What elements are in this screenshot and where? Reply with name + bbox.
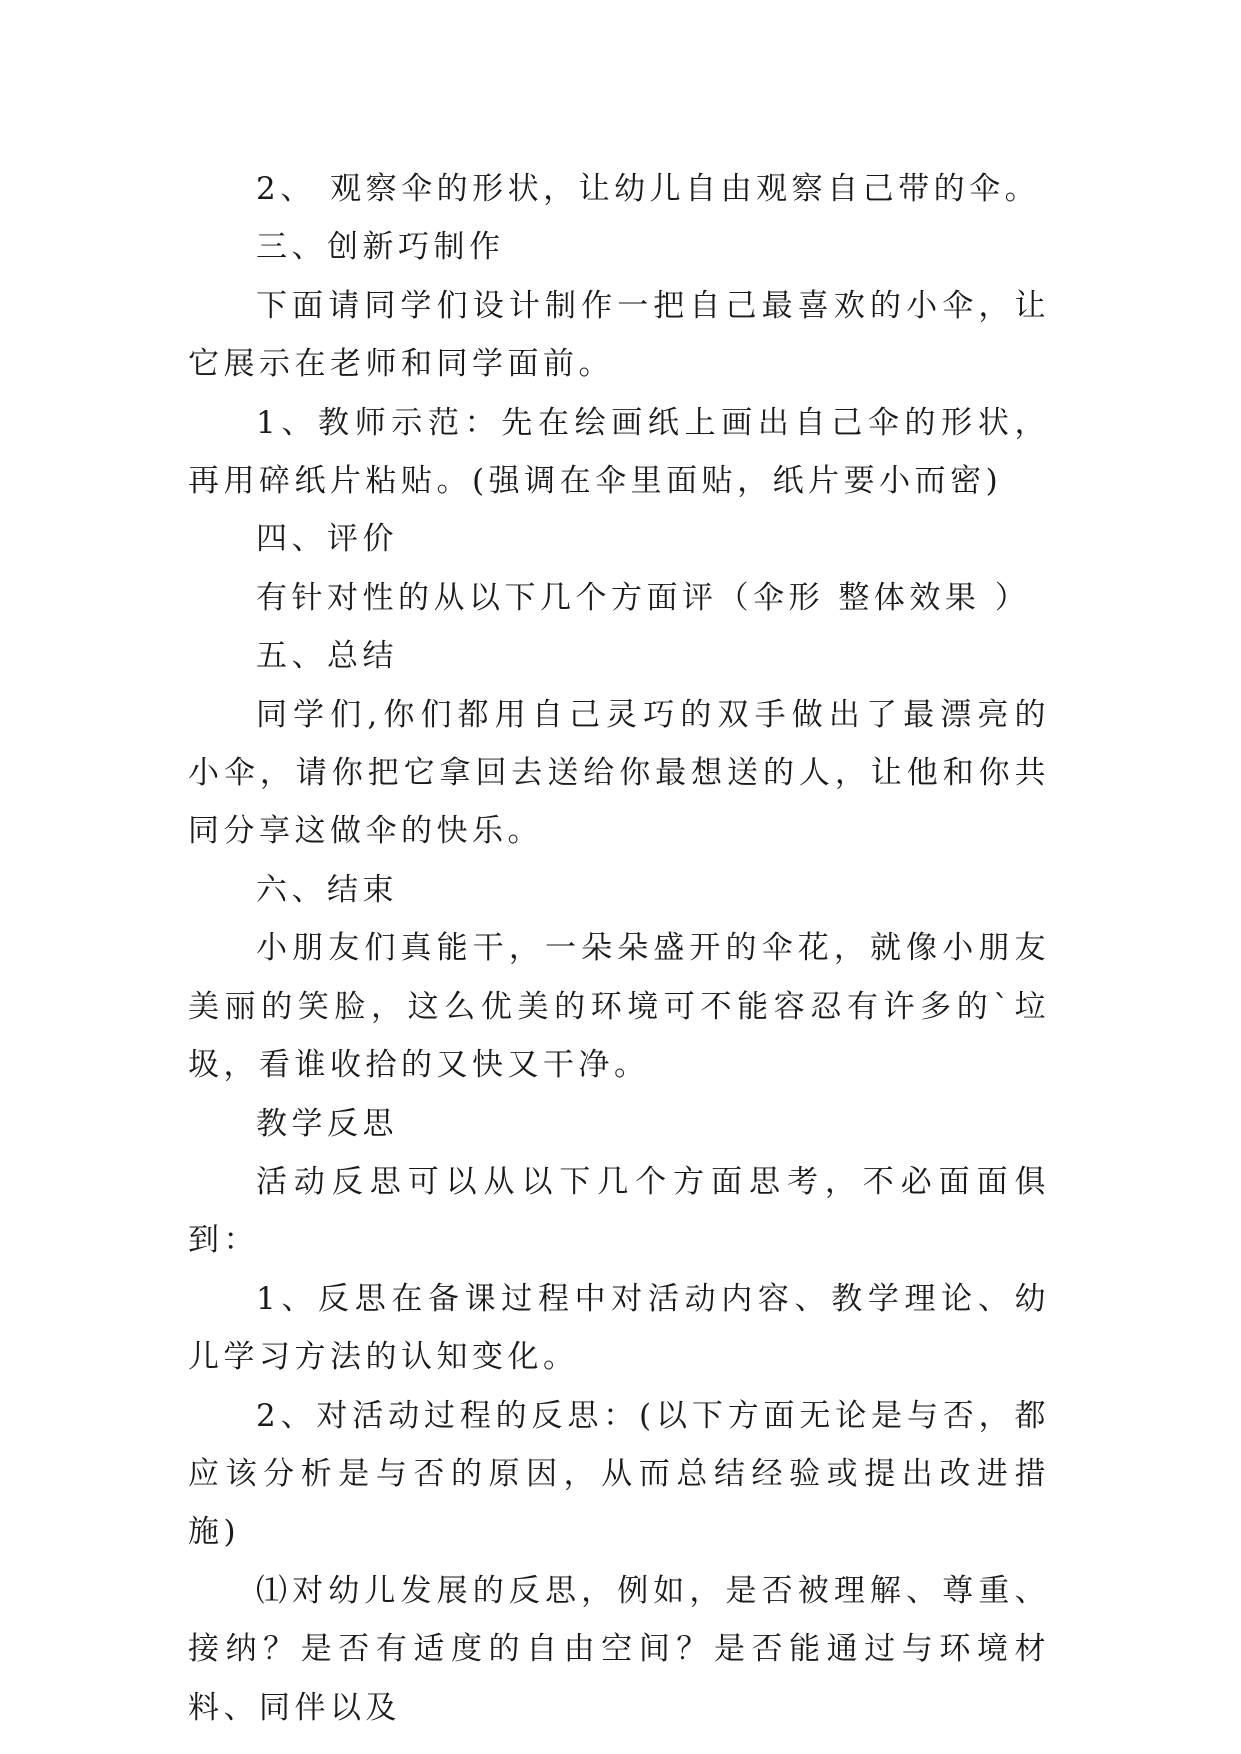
paragraph-reflection-2: 2、对活动过程的反思：(以下方面无论是与否，都应该分析是与否的原因，从而总结经验或提出改进措施) [188,1397,1050,1551]
paragraph-design-instruction: 下面请同学们设计制作一把自己最喜欢的小伞，让它展示在老师和同学面前。 [188,287,1050,383]
document-body [188,160,1050,1737]
heading-section-5: 五、总结 [256,638,398,675]
paragraph-summary: 同学们,你们都用自己灵巧的双手做出了最漂亮的小伞，请你把它拿回去送给你最想送的人，让他和你共同分享这做伞的快乐。 [188,696,1050,850]
heading-section-3: 三、创新巧制作 [256,229,505,266]
paragraph-evaluation: 有针对性的从以下几个方面评（伞形 整体效果 ） [256,579,1031,616]
heading-section-6: 六、结束 [256,871,398,908]
paragraph-ending: 小朋友们真能干，一朵朵盛开的伞花，就像小朋友美丽的笑脸，这么优美的环境可不能容忍有许多的`垃圾，看谁收拾的又快又干净。 [188,930,1050,1084]
paragraph-teacher-demo: 1、教师示范：先在绘画纸上画出自己伞的形状，再用碎纸片粘贴。(强调在伞里面贴，纸片要小而密) [188,404,1050,500]
heading-section-4: 四、评价 [256,521,398,558]
paragraph-observe-umbrella: 2、 观察伞的形状，让幼儿自由观察自己带的伞。 [256,171,1041,207]
heading-teaching-reflection: 教学反思 [256,1105,398,1142]
paragraph-reflection-intro: 活动反思可以从以下几个方面思考，不必面面俱到： [188,1163,1050,1259]
paragraph-reflection-1: 1、反思在备课过程中对活动内容、教学理论、幼儿学习方法的认知变化。 [188,1280,1050,1376]
paragraph-reflection-child-development: ⑴对幼儿发展的反思，例如，是否被理解、尊重、接纳？是否有适度的自由空间？是否能通过与环境材料、同伴以及 [188,1572,1050,1726]
